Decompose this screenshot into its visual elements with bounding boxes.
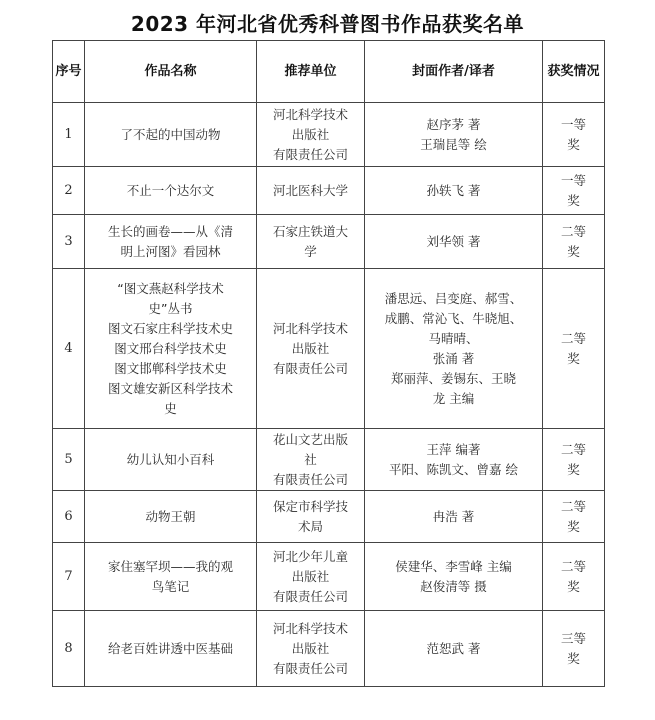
award-level	[543, 103, 605, 167]
header-no: 序号	[53, 41, 85, 103]
table-row	[53, 103, 605, 167]
award-level-line: 二等	[560, 223, 586, 239]
recommending-unit-line: 河北少年儿童	[272, 548, 348, 564]
row-number: 6	[53, 491, 85, 543]
award-level-line: 二等	[560, 330, 586, 346]
recommending-unit-line: 有限责任公司	[272, 471, 348, 487]
header-name: 作品名称	[85, 41, 257, 103]
work-name	[85, 167, 257, 215]
award-level-line: 奖	[567, 518, 580, 534]
author-line: 平阳、陈凯文、曾嘉 绘	[389, 461, 518, 477]
recommending-unit-line: 有限责任公司	[272, 146, 348, 162]
recommending-unit-line: 学	[304, 243, 317, 259]
award-level-line: 一等	[560, 116, 586, 132]
recommending-unit-line: 社	[304, 451, 317, 467]
work-name-line: 给老百姓讲透中医基础	[107, 640, 233, 656]
award-level-line: 奖	[567, 350, 580, 366]
table-row	[53, 491, 605, 543]
author-line: 成鹏、常沁飞、牛晓旭、	[384, 310, 523, 326]
recommending-unit-line: 术局	[297, 518, 323, 534]
recommending-unit	[257, 611, 365, 687]
work-name	[85, 491, 257, 543]
author-line: 孙轶飞 著	[426, 182, 481, 198]
award-level-line: 三等	[560, 630, 586, 646]
work-name	[85, 269, 257, 429]
recommending-unit-line: 出版社	[291, 568, 330, 584]
work-name-line: 图文雄安新区科学技术	[107, 380, 233, 396]
work-name-line: “图文燕赵科学技术	[117, 280, 224, 296]
award-level-line: 奖	[567, 243, 580, 259]
work-name	[85, 543, 257, 611]
recommending-unit-line: 花山文艺出版	[272, 431, 348, 447]
author	[365, 167, 543, 215]
work-name-line: 动物王朝	[145, 508, 196, 524]
row-number: 3	[53, 215, 85, 269]
table-row	[53, 167, 605, 215]
header-award: 获奖情况	[543, 41, 605, 103]
award-level	[543, 429, 605, 491]
recommending-unit-line: 石家庄铁道大	[272, 223, 348, 239]
table-header-row	[53, 41, 605, 103]
header-unit: 推荐单位	[257, 41, 365, 103]
row-number: 5	[53, 429, 85, 491]
recommending-unit-line: 出版社	[291, 126, 330, 142]
author-line: 郑丽萍、姜锡东、王晓	[390, 370, 516, 386]
award-level-line: 一等	[560, 172, 586, 188]
table-row	[53, 429, 605, 491]
recommending-unit	[257, 103, 365, 167]
author-line: 范恕武 著	[426, 640, 481, 656]
award-level	[543, 167, 605, 215]
work-name-line: 史”丛书	[148, 300, 193, 316]
recommending-unit-line: 河北医科大学	[272, 182, 348, 198]
recommending-unit	[257, 215, 365, 269]
author-line: 张涌 著	[432, 350, 475, 366]
recommending-unit-line: 保定市科学技	[272, 498, 348, 514]
author-line: 赵俊清等 摄	[420, 578, 487, 594]
work-name-line: 图文邯郸科学技术史	[114, 360, 227, 376]
work-name-line: 明上河图》看园林	[120, 243, 221, 259]
page-title: 2023 年河北省优秀科普图书作品获奖名单	[130, 12, 525, 36]
award-level-line: 奖	[567, 461, 580, 477]
work-name-line: 家住塞罕坝——我的观	[107, 558, 233, 574]
recommending-unit-line: 出版社	[291, 640, 330, 656]
author	[365, 215, 543, 269]
recommending-unit-line: 有限责任公司	[272, 660, 348, 676]
award-level	[543, 491, 605, 543]
recommending-unit-line: 河北科学技术	[272, 620, 348, 636]
recommending-unit	[257, 167, 365, 215]
author	[365, 543, 543, 611]
work-name	[85, 611, 257, 687]
work-name	[85, 103, 257, 167]
recommending-unit-line: 有限责任公司	[272, 588, 348, 604]
row-number: 8	[53, 611, 85, 687]
work-name-line: 史	[164, 400, 177, 416]
recommending-unit	[257, 269, 365, 429]
award-level	[543, 215, 605, 269]
award-level	[543, 269, 605, 429]
award-level-line: 奖	[567, 192, 580, 208]
table-row	[53, 269, 605, 429]
author-line: 马晴晴、	[428, 330, 479, 346]
table-row	[53, 611, 605, 687]
author	[365, 269, 543, 429]
work-name-line: 图文邢台科学技术史	[114, 340, 227, 356]
work-name-line: 了不起的中国动物	[120, 126, 221, 142]
row-number: 2	[53, 167, 85, 215]
author-line: 潘思远、吕变庭、郝雪、	[384, 290, 523, 306]
award-level-line: 奖	[567, 650, 580, 666]
table-row	[53, 215, 605, 269]
author-line: 王瑞昆等 绘	[420, 136, 487, 152]
row-number: 4	[53, 269, 85, 429]
row-number: 1	[53, 103, 85, 167]
award-level-line: 奖	[567, 136, 580, 152]
recommending-unit-line: 河北科学技术	[272, 106, 348, 122]
award-level-line: 二等	[560, 558, 586, 574]
author	[365, 103, 543, 167]
header-author: 封面作者/译者	[365, 41, 543, 103]
author	[365, 429, 543, 491]
row-number: 7	[53, 543, 85, 611]
recommending-unit-line: 有限责任公司	[272, 360, 348, 376]
award-level-line: 二等	[560, 498, 586, 514]
author-line: 龙 主编	[432, 390, 475, 406]
award-level-line: 二等	[560, 441, 586, 457]
author	[365, 491, 543, 543]
recommending-unit-line: 河北科学技术	[272, 320, 348, 336]
award-level-line: 奖	[567, 578, 580, 594]
author-line: 侯建华、李雪峰 主编	[395, 558, 512, 574]
award-table	[52, 40, 605, 687]
author-line: 赵序茅 著	[426, 116, 481, 132]
author-line: 王萍 编著	[426, 441, 481, 457]
author-line: 刘华领 著	[426, 233, 481, 249]
recommending-unit-line: 出版社	[291, 340, 330, 356]
author-line: 冉浩 著	[432, 508, 475, 524]
award-level	[543, 611, 605, 687]
work-name-line: 图文石家庄科学技术史	[107, 320, 233, 336]
recommending-unit	[257, 543, 365, 611]
work-name	[85, 215, 257, 269]
award-level	[543, 543, 605, 611]
work-name-line: 幼儿认知小百科	[126, 451, 215, 467]
recommending-unit	[257, 491, 365, 543]
work-name-line: 生长的画卷——从《清	[107, 223, 233, 239]
author	[365, 611, 543, 687]
work-name-line: 鸟笔记	[151, 578, 190, 594]
recommending-unit	[257, 429, 365, 491]
table-row	[53, 543, 605, 611]
work-name	[85, 429, 257, 491]
work-name-line: 不止一个达尔文	[126, 182, 215, 198]
